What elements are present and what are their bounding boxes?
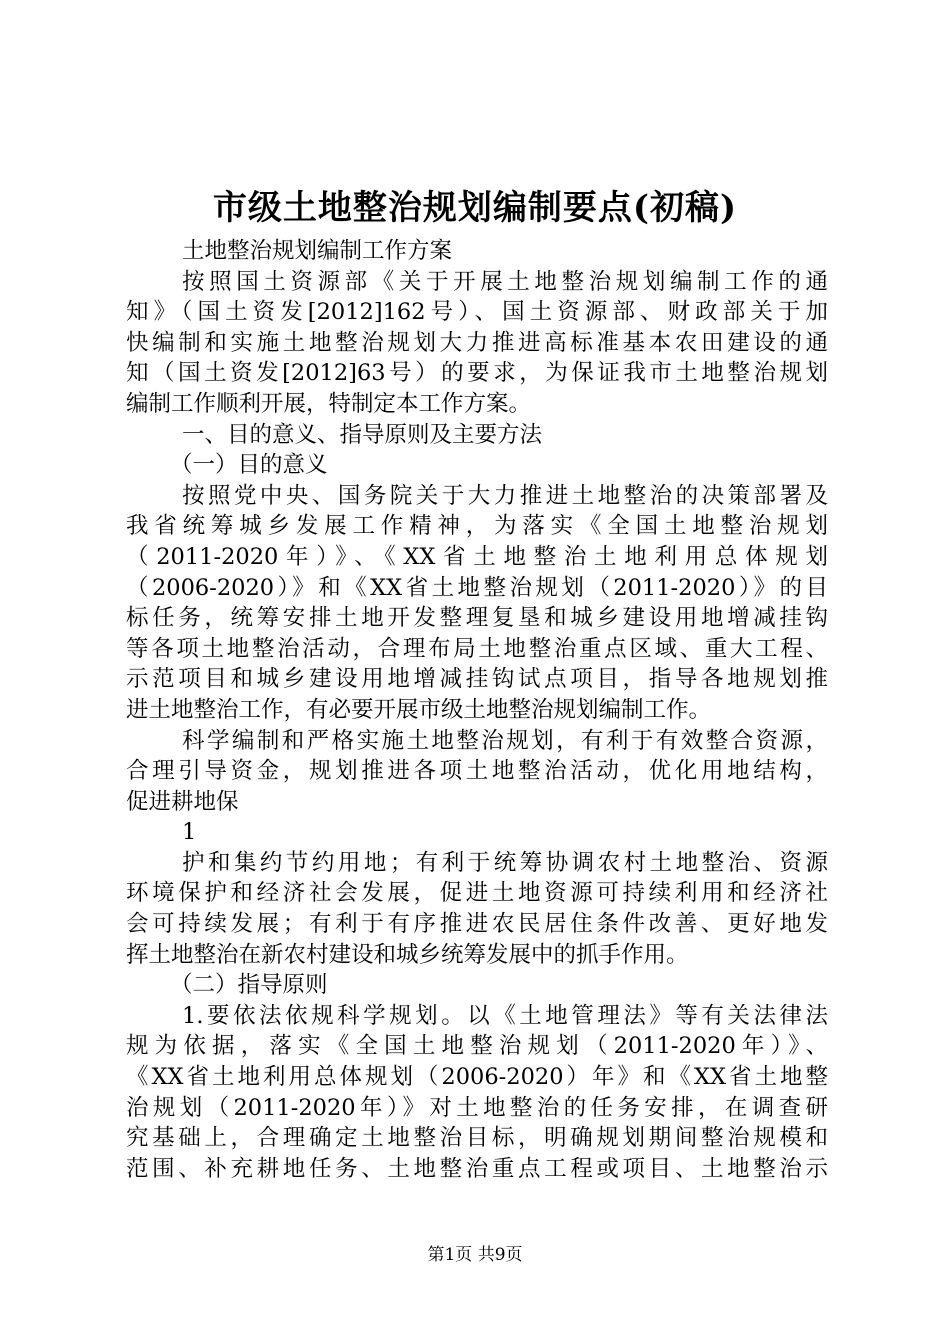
text-line: 范围、补充耕地任务、土地整治重点工程或项目、土地整治示 — [126, 1155, 828, 1182]
text-line: 我省统筹城乡发展工作精神，为落实《全国土地整治规划 — [126, 513, 828, 540]
section-heading: 一、目的意义、指导原则及主要方法 — [182, 421, 543, 448]
subsection-heading: （二）指导原则 — [170, 972, 328, 999]
text-line: 土地整治规划编制工作方案 — [182, 238, 453, 264]
text-line: 《XX省土地利用总体规划（2006-2020）年》和《XX省土地整 — [126, 1064, 828, 1091]
text-line: 知》（国土资发[2012]162号）、国土资源部、财政部关于加 — [126, 299, 828, 326]
text-line: 快编制和实施土地整治规划大力推进高标准基本农田建设的通 — [126, 329, 828, 356]
text-line: 编制工作顺利开展，特制定本工作方案。 — [126, 390, 532, 417]
text-line: 治规划（2011-2020年）》对土地整治的任务安排，在调查研 — [126, 1094, 828, 1121]
text-line: 合理引导资金，规划推进各项土地整治活动，优化用地结构， — [126, 758, 828, 785]
document-body — [126, 236, 828, 1184]
document-title: 市级土地整治规划编制要点(初稿) — [212, 188, 738, 228]
text-line: 究基础上，合理确定土地整治目标，明确规划期间整治规模和 — [126, 1125, 828, 1152]
page-footer: 第1页 共9页 — [427, 1245, 523, 1265]
text-line: 1.要依法依规科学规划。以《土地管理法》等有关法律法 — [182, 1002, 828, 1029]
text-line: 按照党中央、国务院关于大力推进土地整治的决策部署及 — [182, 482, 828, 509]
text-line: 等各项土地整治活动，合理布局土地整治重点区域、重大工程、 — [126, 635, 828, 662]
text-line: 示范项目和城乡建设用地增减挂钩试点项目，指导各地规划推 — [126, 666, 828, 693]
text-line: 挥土地整治在新农村建设和城乡统筹发展中的抓手作用。 — [126, 941, 689, 968]
text-line: 按照国土资源部《关于开展土地整治规划编制工作的通 — [182, 268, 828, 295]
inline-page-number: 1 — [182, 819, 197, 846]
text-line: （2006-2020）》和《XX省土地整治规划（2011-2020）》的目 — [126, 574, 828, 601]
text-line: 知（国土资发[2012]63号）的要求，为保证我市土地整治规划 — [126, 360, 828, 387]
text-line: 环境保护和经济社会发展，促进土地资源可持续利用和经济社 — [126, 880, 828, 907]
text-line: 进土地整治工作，有必要开展市级土地整治规划编制工作。 — [126, 696, 712, 723]
text-line: 科学编制和严格实施土地整治规划，有利于有效整合资源， — [182, 727, 828, 754]
text-line: 规为依据，落实《全国土地整治规划（2011-2020年）》、 — [126, 1033, 828, 1060]
subsection-heading: （一）目的意义 — [170, 452, 328, 479]
text-line: 护和集约节约用地；有利于统筹协调农村土地整治、资源 — [182, 849, 828, 876]
text-line: （2011-2020年）》、《XX省土地整治土地利用总体规划 — [126, 543, 828, 570]
text-line: 促进耕地保 — [126, 788, 239, 815]
text-line: 会可持续发展；有利于有序推进农民居住条件改善、更好地发 — [126, 911, 828, 938]
text-line: 标任务，统筹安排土地开发整理复垦和城乡建设用地增减挂钩 — [126, 605, 828, 632]
